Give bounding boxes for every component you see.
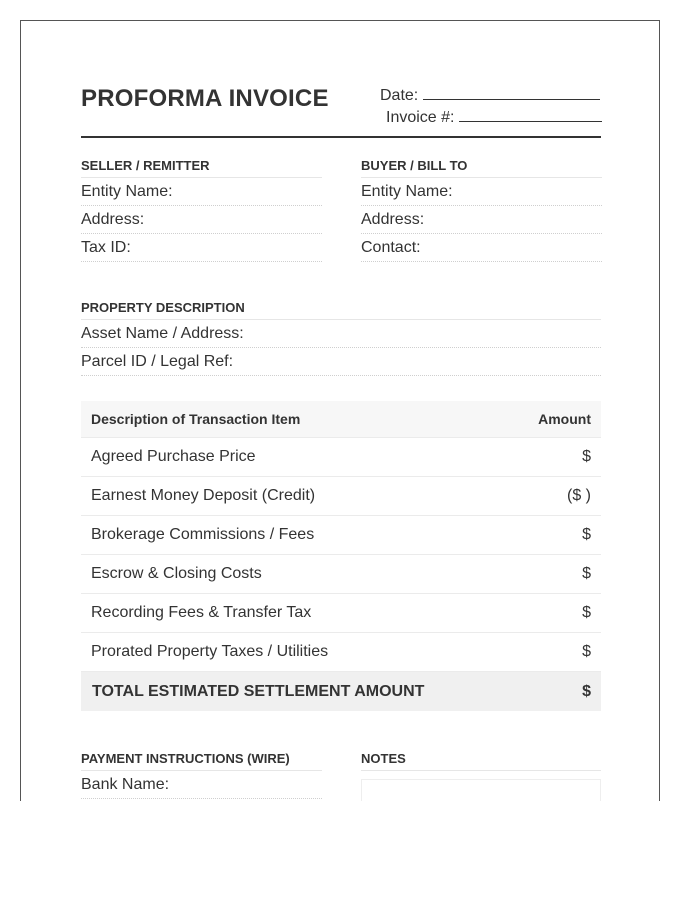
table-row — [81, 516, 601, 555]
total-label: TOTAL ESTIMATED SETTLEMENT AMOUNT — [92, 682, 425, 700]
date-field — [380, 83, 600, 105]
buyer-section — [361, 158, 602, 262]
payment-heading: PAYMENT INSTRUCTIONS (WIRE) — [81, 751, 322, 771]
property-section — [81, 300, 601, 376]
invoice-number-blank-line — [459, 105, 602, 122]
row-amount: $ — [582, 526, 591, 543]
row-description: Earnest Money Deposit (Credit) — [91, 487, 316, 504]
total-amount: $ — [582, 682, 591, 700]
row-amount: $ — [582, 448, 591, 465]
seller-tax-id-field: Tax ID: — [81, 234, 322, 262]
notes-section — [361, 751, 601, 801]
amount-column-header: Amount — [538, 411, 591, 427]
date-blank-line — [423, 83, 600, 100]
table-row — [81, 438, 601, 477]
table-row — [81, 594, 601, 633]
row-description: Recording Fees & Transfer Tax — [91, 604, 312, 621]
seller-section — [81, 158, 322, 262]
header-divider — [81, 136, 601, 138]
seller-address-field: Address: — [81, 206, 322, 234]
description-column-header: Description of Transaction Item — [91, 411, 301, 427]
buyer-entity-name-field: Entity Name: — [361, 178, 602, 206]
row-amount: $ — [582, 565, 591, 582]
property-heading: PROPERTY DESCRIPTION — [81, 300, 601, 320]
notes-box — [361, 779, 601, 801]
buyer-contact-field: Contact: — [361, 234, 602, 262]
total-row — [81, 672, 601, 711]
invoice-number-field — [386, 105, 602, 127]
row-amount: ($ ) — [567, 487, 591, 504]
document-title: PROFORMA INVOICE — [81, 85, 329, 112]
date-label: Date: — [380, 87, 419, 104]
seller-heading: SELLER / REMITTER — [81, 158, 322, 178]
seller-entity-name-field: Entity Name: — [81, 178, 322, 206]
table-header-row — [81, 401, 601, 438]
table-row — [81, 633, 601, 672]
row-amount: $ — [582, 604, 591, 621]
table-row — [81, 555, 601, 594]
row-description: Agreed Purchase Price — [91, 448, 256, 465]
buyer-address-field: Address: — [361, 206, 602, 234]
invoice-number-label: Invoice #: — [386, 109, 455, 126]
payment-section — [81, 751, 322, 799]
row-description: Brokerage Commissions / Fees — [91, 526, 315, 543]
invoice-page — [20, 20, 660, 801]
row-amount: $ — [582, 643, 591, 660]
row-description: Prorated Property Taxes / Utilities — [91, 643, 329, 660]
asset-name-field: Asset Name / Address: — [81, 320, 601, 348]
table-row — [81, 477, 601, 516]
parcel-id-field: Parcel ID / Legal Ref: — [81, 348, 601, 376]
row-description: Escrow & Closing Costs — [91, 565, 262, 582]
transaction-table — [81, 401, 601, 711]
bank-name-field: Bank Name: — [81, 771, 322, 799]
notes-heading: NOTES — [361, 751, 601, 771]
buyer-heading: BUYER / BILL TO — [361, 158, 602, 178]
